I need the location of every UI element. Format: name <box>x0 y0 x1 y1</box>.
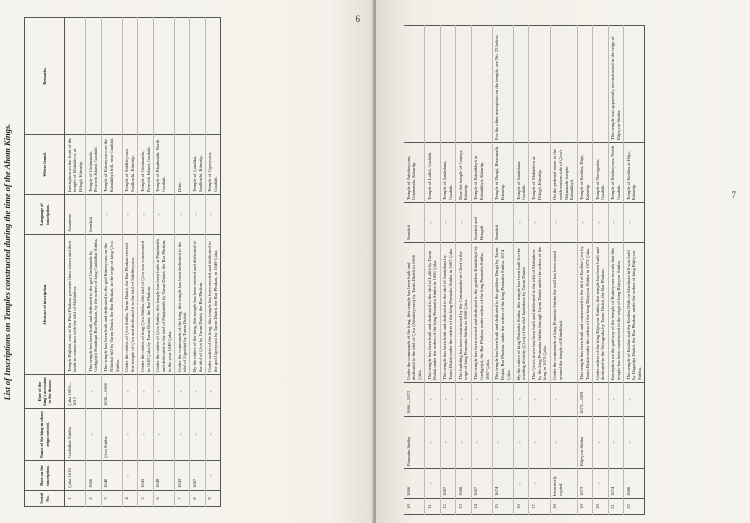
king-cell: Gadādhar Siṁha <box>65 409 86 461</box>
date-cell: Çaka 1616 <box>65 461 86 491</box>
date-cell: 1667 <box>471 469 492 499</box>
language-cell: „ <box>153 195 174 235</box>
table-body-left <box>65 18 221 507</box>
abstract-cell: This Çiva's tower has been built and dedicated to the idol of Mahādeva by the king Pramatta Siṁha through Tarun Duārā under the orders of the king in 1673 Çaka. <box>529 243 550 383</box>
reign-cell: „ <box>205 375 220 409</box>
table-body-right <box>404 26 645 515</box>
king-cell: „ <box>205 409 220 461</box>
king-cell: „ <box>456 417 471 469</box>
language-cell: „ <box>175 195 190 235</box>
table-row <box>440 26 455 515</box>
language-cell: „ <box>101 195 122 235</box>
serial-cell: 9 <box>205 491 220 507</box>
king-cell: „ <box>138 409 153 461</box>
serial-cell: 17 <box>529 499 550 515</box>
remarks-cell <box>550 26 577 143</box>
serial-cell: 18 <box>550 499 577 515</box>
where-cell: Temple of Siddheçvara, Sualkuchi, Kāmrūp. <box>122 135 137 195</box>
serial-cell: 5 <box>138 491 153 507</box>
serial-cell: 13 <box>456 499 471 515</box>
language-cell: „ <box>593 203 608 243</box>
king-cell: „ <box>492 417 513 469</box>
reign-cell: „ <box>122 375 137 409</box>
remarks-cell <box>456 26 471 143</box>
date-cell: „ <box>205 461 220 491</box>
where-cell: Temple of Rudreçvara, North Gauhāti. <box>608 143 623 203</box>
reign-cell: „ <box>529 383 550 417</box>
abstract-cell: This building has been constructed by the Commander-in-Chief in the reign of king Pramatta Siṁha in 1668 Çaka. <box>456 243 471 383</box>
date-cell: „ <box>425 469 440 499</box>
king-cell: „ <box>153 409 174 461</box>
table-row <box>624 26 645 515</box>
where-cell: Temple of Lalitā, Gauhāti. <box>425 143 440 203</box>
remarks-cell <box>624 26 645 143</box>
table-header-row <box>25 18 65 507</box>
date-cell: „ <box>593 469 608 499</box>
abstract-cell: Under the commands of the king, this temple has been dedicated to the idol of Ugratārā by Tarun Duārā. <box>175 235 190 375</box>
reign-cell: „ <box>190 375 205 409</box>
reign-cell: „ <box>138 375 153 409</box>
date-cell: Incorrectly copied. <box>550 469 577 499</box>
language-cell: „ <box>205 195 220 235</box>
date-cell: 1643 <box>138 461 153 491</box>
date-cell: „ <box>122 461 137 491</box>
table-row <box>190 18 205 507</box>
language-cell: Sanskrit and Bengali <box>471 203 492 243</box>
date-cell: 1680 <box>624 469 645 499</box>
left-table-wrapper <box>2 17 350 507</box>
language-cell: „ <box>138 195 153 235</box>
king-cell: „ <box>122 409 137 461</box>
table-row <box>205 18 220 507</box>
date-cell: 1673 <box>577 469 592 499</box>
table-row <box>425 26 440 515</box>
abstract-cell: By the orders of king Pramatta Siṁha, this temple has been built for the residing divinity (Çiva) of the idol Janārdana by Tarun Duārā. <box>514 243 529 383</box>
remarks-cell <box>86 18 101 135</box>
remarks-cell <box>577 26 592 143</box>
table-row <box>514 26 529 515</box>
serial-cell: 19 <box>577 499 592 515</box>
where-cell: Temple of Umānanda, Peacock Island, Gauhāti. <box>86 135 101 195</box>
king-cell: „ <box>593 417 608 469</box>
king-cell: „ <box>440 417 455 469</box>
abstract-cell: This temple has been built and dedicated to the idol of Janārdana by Tarun Duārā under the orders of the king Pramatta Siṁha in 1667 Çaka. <box>440 243 455 383</box>
reign-cell: 1636—1666 <box>101 375 122 409</box>
abstract-cell: Under the orders of Çiva Siṁha, Tarun Duārā, the Bar Phukan erected this temple of Çiva and dedicated it to the idol of Siddheçvara. <box>122 235 137 375</box>
language-cell: „ <box>608 203 623 243</box>
table-row <box>492 26 513 515</box>
where-cell: Temple of Janārdana, Gauhāti. <box>514 143 529 203</box>
king-cell: Rājeçvar Siṁha <box>577 417 592 469</box>
reign-cell: 1673—1691 <box>577 383 592 417</box>
table-row <box>404 26 425 515</box>
remarks-cell: This temple was apparently reconstructed in the reign of Rājeçvar Siṁha. <box>608 26 623 143</box>
page-title: List of Inscriptions on Temples constructed during the time of the Ahom Kings. <box>2 123 12 401</box>
king-cell: „ <box>86 409 101 461</box>
remarks-cell: For the other inscription on the temple, see No. 23 below. <box>492 26 513 143</box>
king-cell: Pramatta Siṁha <box>404 417 425 469</box>
serial-cell: 20 <box>593 499 608 515</box>
abstract-cell: Under the orders of Çiva Siṁha, this temple has been built at Pāṇḍunāth and dedicated to the idol of Pāṇḍunāth by Tarun Duārā, the Bar Phukan, in the year 1649 Çaka. <box>153 235 174 375</box>
where-cell: Temple of Ugreçvara, Gauhāti. <box>205 135 220 195</box>
abstract-cell: This temple of Kedāra and the Kedāra Nāth on Manikuta hill was built by Hagarāja Duārā, the Bar Phukan, under the orders of king Rājeçvar Siṁha. <box>624 243 645 383</box>
table-row <box>471 26 492 515</box>
remarks-cell <box>175 18 190 135</box>
header-reign: Date of the king's accession to the throne. <box>25 375 65 409</box>
where-cell: Temple of Kāmākhyā at Kāmākhyā, Kāmrūp. <box>471 143 492 203</box>
inscriptions-table-left <box>24 17 221 507</box>
date-cell: 1666 <box>86 461 101 491</box>
abstract-cell: This temple has been built and dedicated to the god Umānanda by Garhgaiyā Handiqui Bar Phukan, by the orders of king Gadādhar Siṁha. <box>86 235 101 375</box>
where-cell: Inscription on the front of the temple of Mahādeva, at Hilogā, Kāmrūp. <box>65 135 86 195</box>
remarks-cell <box>190 18 205 135</box>
abstract-cell: Under the commands of the king, this temple has been built and dedicated to the idol of Çiva (Aṁrāteçvara) by Tarun Duārā in 1666 Çaka. <box>404 243 425 383</box>
where-cell: Temple of Janārdana, Gauhāti. <box>440 143 455 203</box>
language-cell: „ <box>122 195 137 235</box>
reign-cell: „ <box>608 383 623 417</box>
serial-cell: 22 <box>624 499 645 515</box>
serial-cell: 3 <box>101 491 122 507</box>
serial-cell: 1 <box>65 491 86 507</box>
remarks-cell <box>153 18 174 135</box>
table-row <box>122 18 137 507</box>
table-row <box>608 26 623 515</box>
right-table-wrapper <box>404 25 730 515</box>
king-cell: „ <box>624 417 645 469</box>
serial-cell: 2 <box>86 491 101 507</box>
language-cell: „ <box>425 203 440 243</box>
abstract-cell: This temple has been built and dedicated to the god Kāmeçvara on the Nilāchal hill by Tarun Duārā, the Bar Phukan, in the reign of king Çiva Siṁha. <box>101 235 122 375</box>
table-row <box>175 18 190 507</box>
language-cell: „ <box>190 195 205 235</box>
language-cell: Sanskrit <box>86 195 101 235</box>
where-cell: Temple of Kāmeçvara on the Kāmākhyā hill, near Gauhāti. <box>101 135 122 195</box>
king-cell: „ <box>175 409 190 461</box>
table-row <box>86 18 101 507</box>
language-cell: „ <box>550 203 577 243</box>
serial-cell: 10 <box>404 499 425 515</box>
page-number-left: 6 <box>355 14 360 24</box>
language-cell: „ <box>514 203 529 243</box>
king-cell: „ <box>514 417 529 469</box>
king-cell: „ <box>608 417 623 469</box>
date-cell: 1667 <box>440 469 455 499</box>
remarks-cell <box>138 18 153 135</box>
language-cell: Sanskrit <box>404 203 425 243</box>
where-cell: Temple of Çandikā, Sualkuchi, Kāmrūp. <box>190 135 205 195</box>
king-cell: „ <box>425 417 440 469</box>
where-cell: Temple of Aṁrāteçvara, Umānanda, Kāmrūp. <box>404 143 425 203</box>
serial-cell: 15 <box>492 499 513 515</box>
reign-cell: 1666—1673 <box>404 383 425 417</box>
header-king: Name of the king in whose reign erected. <box>25 409 65 461</box>
where-cell: Temple of Pāṇḍunāth, North Gauhāti. <box>153 135 174 195</box>
date-cell: „ <box>514 469 529 499</box>
remarks-cell <box>593 26 608 143</box>
abstract-cell: Under the orders of king Çiva Siṁha, this idol of Çiva was consecrated in 1643 Çaka by Tarun Duārā, the Bar Phukan. <box>138 235 153 375</box>
king-cell: „ <box>471 417 492 469</box>
reign-cell: „ <box>514 383 529 417</box>
language-cell: „ <box>529 203 550 243</box>
header-abstract: Abstract of inscription. <box>25 235 65 375</box>
date-cell: 1667 <box>190 461 205 491</box>
date-cell: 1668 <box>456 469 471 499</box>
abstract-cell: This temple has been built and consecrated to the idol of Kedāra Çiva by Tarun Duārā under the orders of the king Rājeçvar Siṁha in 1673 Çaka. <box>577 243 592 383</box>
remarks-cell <box>514 26 529 143</box>
remarks-cell <box>440 26 455 143</box>
where-cell: Temple of Kedāra, Hājo, Kāmrūp. <box>577 143 592 203</box>
king-cell: „ <box>529 417 550 469</box>
language-cell: „ <box>624 203 645 243</box>
table-row <box>529 26 550 515</box>
serial-cell: 16 <box>514 499 529 515</box>
where-cell: Ditto. <box>175 135 190 195</box>
date-cell: 1674 <box>492 469 513 499</box>
king-cell: „ <box>550 417 577 469</box>
language-cell: „ <box>456 203 471 243</box>
header-remarks: Remarks. <box>25 18 65 135</box>
abstract-cell: Temple Rājbāri, east of the Pāni Phukan, presents three slaves and their lands in connection with the idol of Mahādeva. <box>65 235 86 375</box>
header-language: Language of inscription. <box>25 195 65 235</box>
remarks-cell <box>404 26 425 143</box>
where-cell: Temple of Umānanda, Peacock Island, Gauhāti. <box>138 135 153 195</box>
inscriptions-table-right <box>404 25 645 515</box>
reign-cell: „ <box>471 383 492 417</box>
reign-cell: Çaka 1603—1617 <box>65 375 86 409</box>
remarks-cell <box>122 18 137 135</box>
king-cell: „ <box>190 409 205 461</box>
header-where: Where found. <box>25 135 65 195</box>
where-cell: Temple of Kedāra at Hājo, Kāmrūp. <box>624 143 645 203</box>
reign-cell: „ <box>86 375 101 409</box>
serial-cell: 4 <box>122 491 137 507</box>
reign-cell: „ <box>153 375 174 409</box>
reign-cell: „ <box>492 383 513 417</box>
table-row <box>65 18 86 507</box>
table-row <box>593 26 608 515</box>
reign-cell: „ <box>440 383 455 417</box>
header-date: Date on the inscription. <box>25 461 65 491</box>
date-cell: 1640 <box>101 461 122 491</box>
serial-cell: 21 <box>608 499 623 515</box>
where-cell: Temple of Mahādeva at Hilogā, Kāmrūp. <box>529 143 550 203</box>
language-cell: „ <box>440 203 455 243</box>
date-cell: „ <box>529 469 550 499</box>
where-cell: Temple of Durgā, Biswanath, Kāmrūp. <box>492 143 513 203</box>
remarks-cell <box>471 26 492 143</box>
where-cell: Near the temple of Gaṇeça, Kāmrūp. <box>456 143 471 203</box>
language-cell: „ <box>577 203 592 243</box>
abstract-cell: Inscription on the gateway of the temple of Rudreçvara records that this temple has been constructed in the reign of king Rājeçvar Siṁha. <box>608 243 623 383</box>
table-row <box>550 26 577 515</box>
reign-cell: „ <box>456 383 471 417</box>
abstract-cell: This temple has been built and dedicated to the idol of Lalitā by Tarun Duārā under the orders of the king Pramatta Siṁha in 1666 Çaka. <box>425 243 440 383</box>
serial-cell: 12 <box>440 499 455 515</box>
abstract-cell: Under orders of the king Rājeçvar Siṁha, this temple has been built and dedicated to the Navagraha by Tarun Duārā, the Bar Phukan. <box>593 243 608 383</box>
table-row <box>101 18 122 507</box>
abstract-cell: This temple has been built and dedicated to the goddess Durgā by Tarun Duārā, Bar Phukan, under the orders of the king Pramatta Siṁha, 1674 Çaka. <box>492 243 513 383</box>
page-number-right: 7 <box>731 190 736 200</box>
reign-cell: „ <box>425 383 440 417</box>
header-serial: Serial No. <box>25 491 65 507</box>
reign-cell: „ <box>175 375 190 409</box>
table-row <box>138 18 153 507</box>
where-cell: On the pedestal stone to the south-eastern side of Çiva's Nāṭmandir temple, Kāmākhyā. <box>550 143 577 203</box>
where-cell: Temple of Navagraha, Gauhāti. <box>593 143 608 203</box>
serial-cell: 8 <box>190 491 205 507</box>
date-cell: 1649 <box>153 461 174 491</box>
remarks-cell <box>65 18 86 135</box>
language-cell: Sanskrit <box>492 203 513 243</box>
left-page <box>0 0 374 523</box>
king-cell: Çiva Siṁha <box>101 409 122 461</box>
reign-cell: „ <box>624 383 645 417</box>
remarks-cell <box>101 18 122 135</box>
abstract-cell: Under the commands of king Pramatta Siṁha the wall has been raised around the temple of Kāmākhyā. <box>550 243 577 383</box>
serial-cell: 14 <box>471 499 492 515</box>
abstract-cell: By the orders of the king, this temple has been erected and dedicated to the idol of Çiva by Tarun Duārā, the Bar Phukan. <box>190 235 205 375</box>
date-cell: 1674 <box>608 469 623 499</box>
table-row <box>153 18 174 507</box>
language-cell: Assamese <box>65 195 86 235</box>
table-row <box>456 26 471 515</box>
abstract-cell: Under orders of the king, this temple has been erected and dedicated to the god Ugreçvara by Tarun Duārā, the Bar Phukan, in 1649 Çaka. <box>205 235 220 375</box>
serial-cell: 7 <box>175 491 190 507</box>
serial-cell: 6 <box>153 491 174 507</box>
table-row <box>577 26 592 515</box>
serial-cell: 11 <box>425 499 440 515</box>
date-cell: 1666 <box>404 469 425 499</box>
right-page <box>376 0 750 523</box>
remarks-cell <box>425 26 440 143</box>
abstract-cell: This temple has been erected and dedicated to the goddess Kāmākhyā by Garhgaiyā, the Bar Phukan, under orders of the king Pramatta Siṁha, 1667 Çaka. <box>471 243 492 383</box>
reign-cell: „ <box>550 383 577 417</box>
reign-cell: „ <box>593 383 608 417</box>
remarks-cell <box>529 26 550 143</box>
remarks-cell <box>205 18 220 135</box>
date-cell: 1643 <box>175 461 190 491</box>
